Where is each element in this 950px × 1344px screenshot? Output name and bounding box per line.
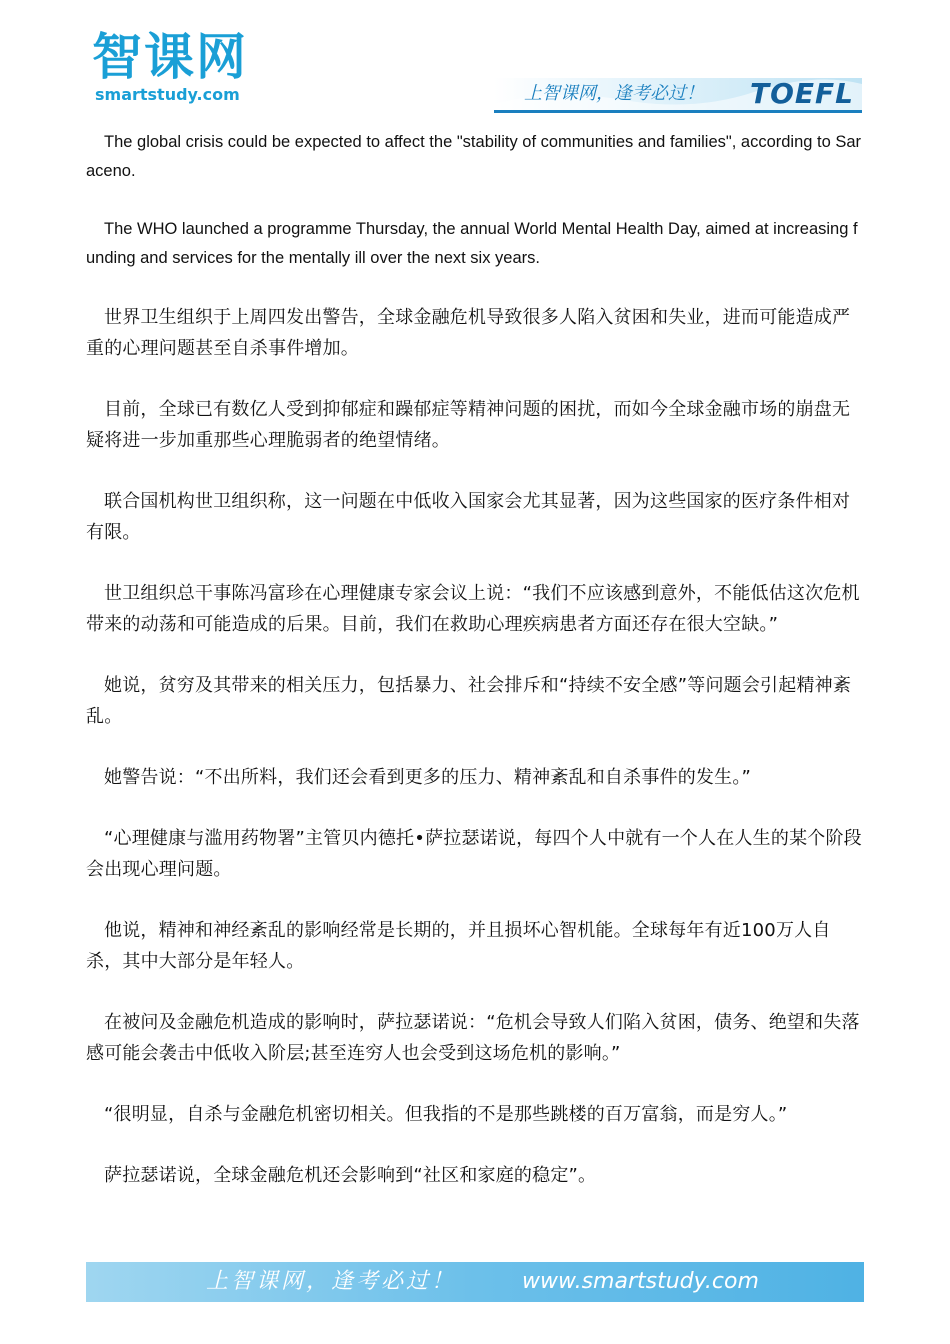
header-banner [494, 78, 862, 113]
paragraph: “心理健康与滥用药物署”主管贝内德托•萨拉瑟诺说，每四个人中就有一个人在人生的某个阶段会出现心理问题。 [86, 828, 862, 880]
paragraph: 萨拉瑟诺说，全球金融危机还会影响到“社区和家庭的稳定”。 [104, 1165, 597, 1186]
logo-url: smartstudy.com [95, 85, 240, 104]
paragraph: 世界卫生组织于上周四发出警告，全球金融危机导致很多人陷入贫困和失业，进而可能造成严重的心理问题甚至自杀事件增加。 [86, 307, 851, 359]
paragraph: 在被问及金融危机造成的影响时，萨拉瑟诺说：“危机会导致人们陷入贫困，债务、绝望和失落感可能会袭击中低收入阶层;甚至连穷人也会受到这场危机的影响。” [86, 1012, 860, 1064]
page-footer [86, 1262, 864, 1302]
paragraph: 他说，精神和神经紊乱的影响经常是长期的，并且损坏心智机能。全球每年有近100万人自杀，其中大部分是年轻人。 [86, 920, 831, 972]
footer-slogan: 上智课网，逢考必过！ [206, 1269, 457, 1294]
header-slogan: 上智课网，逢考必过！ [524, 83, 704, 104]
logo-chinese: 智课网 [92, 28, 248, 86]
paragraph: The WHO launched a programme Thursday, the annual World Mental Health Day, aimed at increasing funding and services for the mentally ill over the next six years. [86, 220, 858, 267]
paragraph: 世卫组织总干事陈冯富珍在心理健康专家会议上说：“我们不应该感到意外，不能低估这次危机带来的动荡和可能造成的后果。目前，我们在救助心理疾病患者方面还存在很大空缺。” [86, 583, 860, 635]
footer-url: www.smartstudy.com [522, 1269, 759, 1294]
paragraph: The global crisis could be expected to affect the "stability of communities and families", according to Saraceno. [86, 133, 862, 180]
exam-tag: TOEFL [750, 78, 854, 110]
article-body [86, 128, 866, 1221]
paragraph: 联合国机构世卫组织称，这一问题在中低收入国家会尤其显著，因为这些国家的医疗条件相对有限。 [86, 491, 851, 543]
paragraph: 她说，贫穷及其带来的相关压力，包括暴力、社会排斥和“持续不安全感”等问题会引起精神紊乱。 [86, 675, 852, 727]
paragraph: “很明显，自杀与金融危机密切相关。但我指的不是那些跳楼的百万富翁，而是穷人。” [104, 1104, 788, 1125]
paragraph: 目前，全球已有数亿人受到抑郁症和躁郁症等精神问题的困扰，而如今全球金融市场的崩盘无疑将进一步加重那些心理脆弱者的绝望情绪。 [86, 399, 851, 451]
page-header [0, 0, 950, 118]
paragraph: 她警告说：“不出所料，我们还会看到更多的压力、精神紊乱和自杀事件的发生。” [104, 767, 752, 788]
